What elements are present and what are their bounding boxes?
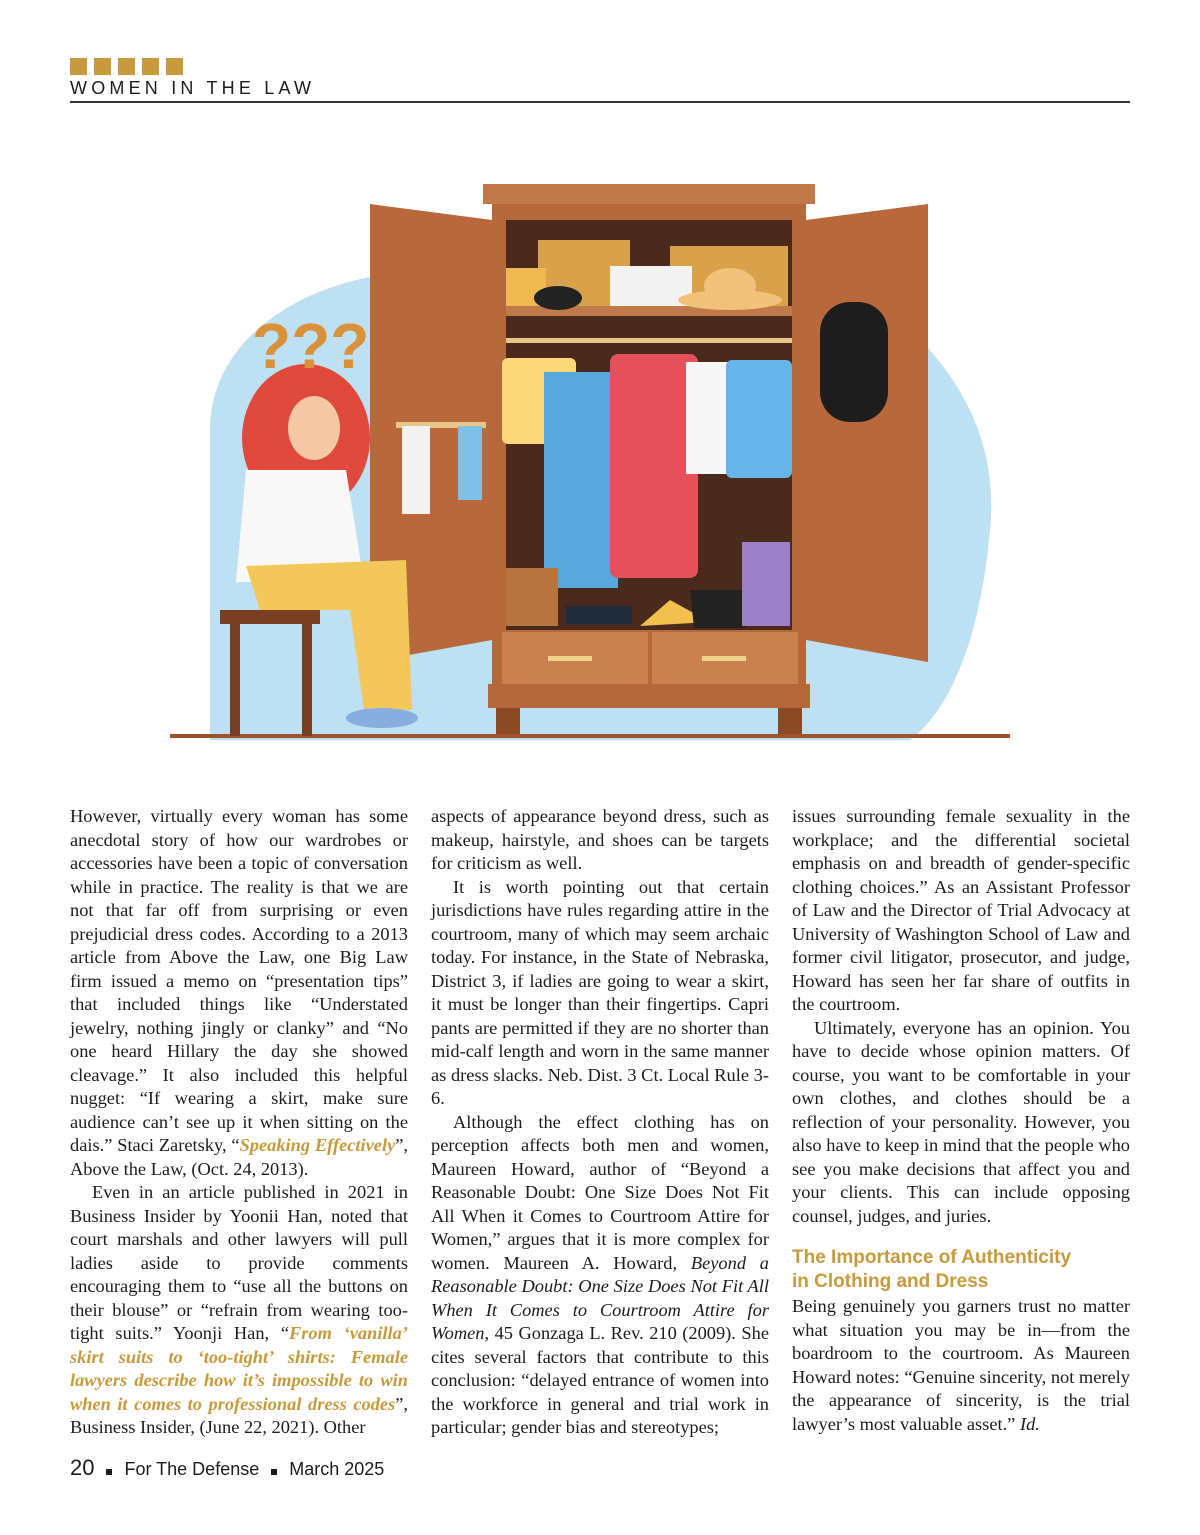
question-marks: ??? bbox=[252, 310, 370, 382]
brown-boots bbox=[506, 568, 558, 626]
paragraph bbox=[431, 1111, 769, 1440]
text-run: ”, Business Insider, (June 22, 2021). Other bbox=[70, 1393, 408, 1437]
purple-boots bbox=[742, 542, 790, 626]
sneakers bbox=[566, 606, 632, 624]
publication-name: For The Defense bbox=[124, 1459, 260, 1479]
floor-line bbox=[170, 734, 1010, 738]
body-column-1 bbox=[70, 805, 408, 1440]
citation-title: Beyond a Reasonable Doubt: One Size Does Not Fit All When It Comes to Courtroom Attire for Women bbox=[431, 1252, 769, 1343]
right-door bbox=[806, 204, 928, 662]
marker-square bbox=[142, 58, 159, 75]
marker-square bbox=[118, 58, 135, 75]
woman-shoe bbox=[346, 708, 418, 728]
hanging-rail bbox=[506, 338, 792, 343]
red-coat bbox=[610, 354, 698, 578]
footer-separator bbox=[271, 1469, 277, 1475]
stool-leg bbox=[302, 624, 312, 736]
marker-square bbox=[94, 58, 111, 75]
stool-seat bbox=[220, 610, 320, 624]
body-column-2 bbox=[431, 805, 769, 1440]
wardrobe-leg bbox=[778, 708, 802, 734]
white-shirt bbox=[686, 362, 732, 474]
stool-leg bbox=[230, 624, 240, 736]
towel-blue bbox=[458, 426, 482, 500]
section-title: WOMEN IN THE LAW bbox=[70, 78, 316, 98]
text-run: However, virtually every woman has some anecdotal story of how our wardrobes or accessories have been a topic of conversation while in practice. The reality is that we are not that far off from surprising or even prejudicial dress codes. According to a 2013 article from Above the Law, one Big Law firm issued a memo on “presentation tips” that included things like “Understated jewelry, nothing jingly or clanky” and “No one heard Hillary the day she showed cleavage.” It also included this helpful nugget: “If wearing a skirt, make sure audience can’t see up it when sitting on the dais.” Staci Zaretsky, “ bbox=[70, 806, 408, 1155]
issue-date: March 2025 bbox=[289, 1459, 385, 1479]
paragraph: Ultimately, everyone has an opinion. You have to decide whose opinion matters. Of course, you want to be comfortable in your own clothes, and clothes should be a reflection of your personality. However, you also have to keep in mind that the people who see you make decisions that affect you and your clients. This can include opposing counsel, judges, and juries. bbox=[792, 1017, 1130, 1226]
paragraph bbox=[70, 1181, 408, 1440]
header-rule bbox=[70, 101, 1130, 103]
citation-id: Id. bbox=[1019, 1413, 1040, 1434]
wardrobe-leg bbox=[496, 708, 520, 734]
footer-separator bbox=[106, 1469, 112, 1475]
cap bbox=[534, 286, 582, 310]
subheading bbox=[792, 1246, 1130, 1293]
subheading-line: The Importance of Authenticity bbox=[792, 1247, 1072, 1268]
text-run: , 45 Gonzaga L. Rev. 210 (2009). She cites several factors that contribute to this conclusion: “delayed entrance of women into the workforce in general and trial work in particular; gender bias and stereotypes; bbox=[431, 1323, 769, 1437]
marker-square bbox=[166, 58, 183, 75]
towel-white bbox=[402, 426, 430, 514]
paragraph: aspects of appearance beyond dress, such as makeup, hairstyle, and shoes can be targets for criticism as well. bbox=[431, 806, 769, 873]
page-footer bbox=[70, 1455, 384, 1481]
page-number: 20 bbox=[70, 1455, 95, 1480]
paragraph: issues surrounding female sexuality in the workplace; and the differential societal emphasis on and breadth of gender-specific clothing choices.” As an Assistant Professor of Law and the Director of Trial Advocacy at University of Washington School of Law and former civil litigator, prosecutor, and judge, Howard has seen her far share of outfits in the courtroom. bbox=[792, 806, 1130, 1014]
text-run: Being genuinely you garners trust no matter what situation you may be in—from the boardroom to the courtroom. As Maureen Howard notes: “Genuine sincerity, not merely the appearance of sincerity, is the trial lawyer’s most valuable asset.” bbox=[792, 1296, 1130, 1434]
article-link-business-insider[interactable]: From ‘vanilla’ skirt suits to ‘too-tight’ shirts: Female lawyers describe how it’s impossible to win when it comes to professional dress codes bbox=[70, 1323, 408, 1414]
black-handbag bbox=[690, 590, 750, 628]
text-run: ”, Above the Law, (Oct. 24, 2013). bbox=[70, 1135, 408, 1179]
text-run: Although the effect clothing has on perception affects both men and women, Maureen Howard, author of “Beyond a Reasonable Doubt: One Size Does Not Fit All When it Comes to Courtroom Attire for Women,” argues that it is more complex for women. Maureen A. Howard, bbox=[431, 1111, 769, 1273]
marker-square bbox=[70, 58, 87, 75]
sun-hat-crown bbox=[704, 268, 756, 304]
paragraph bbox=[792, 1295, 1130, 1436]
blue-jeans bbox=[544, 372, 618, 588]
text-run: Even in an article published in 2021 in Business Insider by Yoonii Han, noted that court marshals and other lawyers will pull ladies aside to provide comments encouraging them to “use all the buttons on their blouse” or “refrain from wearing too-tight suits.” Yoonji Han, “ bbox=[70, 1182, 408, 1343]
backpack bbox=[820, 302, 888, 422]
woman-face bbox=[288, 396, 340, 460]
paragraph: It is worth pointing out that certain jurisdictions have rules regarding attire in the courtroom, many of which may seem archaic today. For instance, in the State of Nebraska, District 3, if ladies are going to wear a skirt, it must be longer than their fingertips. Capri pants are permitted if they are no shorter than mid-calf length and worn in the same manner as dress slacks. Neb. Dist. 3 Ct. Local Rule 3-6. bbox=[431, 876, 769, 1108]
section-marker-squares bbox=[70, 58, 183, 75]
wardrobe-illustration bbox=[150, 170, 1050, 760]
denim-jacket bbox=[726, 360, 792, 478]
drawer-handle bbox=[548, 656, 592, 661]
wardrobe-base bbox=[488, 684, 810, 708]
body-column-3 bbox=[792, 805, 1130, 1436]
subheading-line: in Clothing and Dress bbox=[792, 1270, 989, 1292]
drawer-handle bbox=[702, 656, 746, 661]
wardrobe-top bbox=[483, 184, 815, 204]
paragraph bbox=[70, 805, 408, 1181]
article-link-speaking-effectively[interactable]: Speaking Effectively bbox=[239, 1135, 396, 1155]
